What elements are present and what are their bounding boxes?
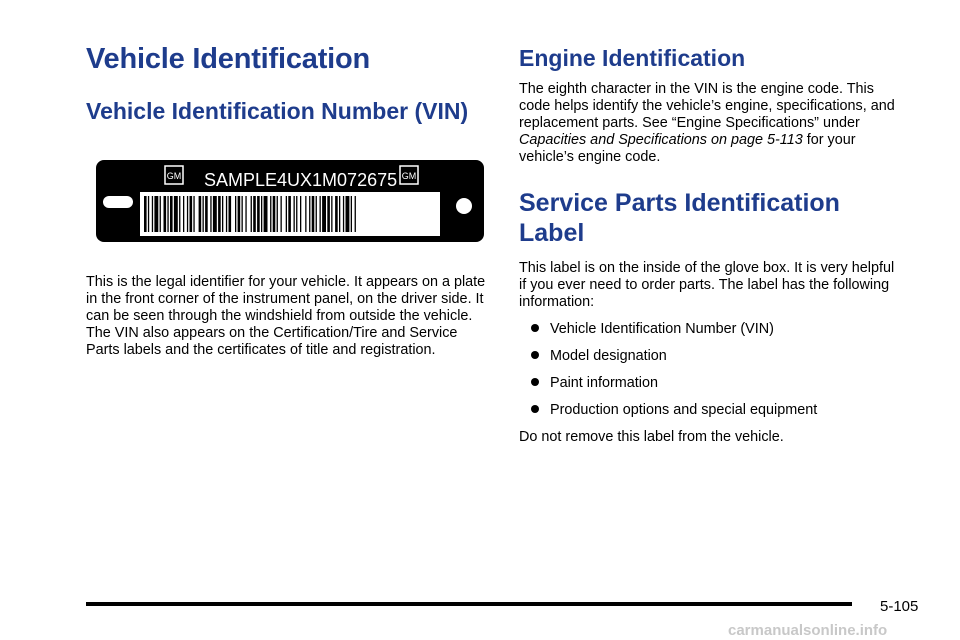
barcode-bar — [270, 196, 271, 232]
barcode-bar — [322, 196, 326, 232]
right-column — [519, 44, 899, 446]
barcode-bar — [179, 196, 180, 232]
list-item — [519, 375, 899, 392]
barcode-bar — [226, 196, 227, 232]
capacities-link[interactable]: Capacities and Specifications on page 5-113 — [519, 132, 803, 148]
barcode-bar — [346, 196, 350, 232]
vin-paragraph: This is the legal identifier for your vehicle. It appears on a plate in the front corner of the instrument panel, on the driver side. It can be seen through the windshield from outside the vehicle. The VIN also appears on the Certification/Tire and Service Parts labels and the certificates of title and registration. — [86, 274, 486, 358]
service-info-list — [519, 321, 899, 419]
barcode-bar — [187, 196, 188, 232]
barcode-bar — [190, 196, 193, 232]
barcode-bar — [253, 196, 256, 232]
page-title: Vehicle Identification — [86, 43, 371, 75]
gm-badge-left-text: GM — [166, 171, 182, 181]
barcode-bar — [309, 196, 310, 232]
bullet-icon — [531, 405, 539, 413]
barcode-bar — [355, 196, 356, 232]
barcode-bar — [222, 196, 223, 232]
page-number: 5-105 — [880, 598, 919, 615]
barcode-bar — [339, 196, 340, 232]
barcode-bar — [213, 196, 217, 232]
barcode-bar — [235, 196, 236, 232]
list-item — [519, 402, 899, 419]
service-parts-heading: Service Parts Identification Label — [519, 189, 840, 247]
service-intro: This label is on the inside of the glove box. It is very helpful if you ever need to order parts. The label has the following information: — [519, 260, 895, 310]
engine-text-after: for your vehicle’s engine code. — [519, 132, 856, 165]
barcode-bar — [286, 196, 287, 232]
vin-text: SAMPLE4UX1M072675 — [204, 170, 398, 190]
barcode-bar — [164, 196, 167, 232]
barcode-bar — [335, 196, 338, 232]
engine-heading: Engine Identification — [519, 45, 746, 71]
barcode-bar — [238, 196, 241, 232]
barcode-bar — [144, 196, 147, 232]
barcode-bar — [316, 196, 317, 232]
list-item-text: Model designation — [550, 348, 667, 364]
bullet-icon — [531, 324, 539, 332]
list-item — [519, 348, 899, 365]
barcode-bar — [312, 196, 315, 232]
barcode-bar — [199, 196, 202, 232]
barcode-bar — [242, 196, 243, 232]
barcode-bar — [152, 196, 153, 232]
barcode-bar — [245, 196, 246, 232]
barcode-bar — [203, 196, 204, 232]
barcode-bar — [300, 196, 301, 232]
barcode-bar — [229, 196, 232, 232]
barcode-bar — [264, 196, 268, 232]
barcode-bar — [160, 196, 161, 232]
barcode-bar — [305, 196, 306, 232]
barcode-bar — [251, 196, 252, 232]
footer-rule — [86, 602, 852, 606]
barcode-bar — [205, 196, 208, 232]
barcode-bar — [167, 196, 168, 232]
vin-plate-illustration — [96, 160, 484, 242]
bullet-icon — [531, 351, 539, 359]
plate-left-slot — [103, 196, 133, 208]
barcode-bar — [257, 196, 260, 232]
list-item-text: Vehicle Identification Number (VIN) — [550, 321, 774, 337]
engine-text-before: The eighth character in the VIN is the engine code. This code helps identify the vehicle’s engine, specifications, and replacement parts. See “Engine Specifications” under — [519, 81, 895, 131]
plate-right-hole — [456, 198, 472, 214]
barcode-bar — [320, 196, 321, 232]
list-item-text: Paint information — [550, 375, 658, 391]
barcode-bar — [294, 196, 295, 232]
barcode-bar — [170, 196, 173, 232]
barcode-bar — [288, 196, 291, 232]
barcode-bar — [351, 196, 352, 232]
barcode-bar — [154, 196, 158, 232]
barcode-bar — [261, 196, 262, 232]
barcode-bar — [331, 196, 332, 232]
list-item-text: Production options and special equipment — [550, 402, 818, 418]
bullet-icon — [531, 378, 539, 386]
vin-section-heading: Vehicle Identification Number (VIN) — [86, 98, 469, 124]
barcode-bar — [327, 196, 330, 232]
barcode-bar — [281, 196, 282, 232]
gm-badge-right-text: GM — [401, 171, 417, 181]
barcode-bar — [218, 196, 221, 232]
barcode-bar — [210, 196, 211, 232]
barcode-bar — [296, 196, 297, 232]
list-item — [519, 321, 899, 338]
engine-paragraph — [519, 81, 899, 166]
barcode-bar — [183, 196, 184, 232]
barcode-bar — [273, 196, 276, 232]
watermark: carmanualsonline.info — [728, 622, 888, 639]
left-column — [86, 42, 486, 125]
barcode-bar — [174, 196, 178, 232]
vin-plate-graphic — [96, 160, 484, 242]
barcode-bar — [277, 196, 278, 232]
barcode-bar — [343, 196, 344, 232]
barcode-bar — [148, 196, 149, 232]
barcode-bar — [193, 196, 194, 232]
left-body — [86, 274, 486, 359]
service-closing: Do not remove this label from the vehicle. — [519, 429, 784, 445]
